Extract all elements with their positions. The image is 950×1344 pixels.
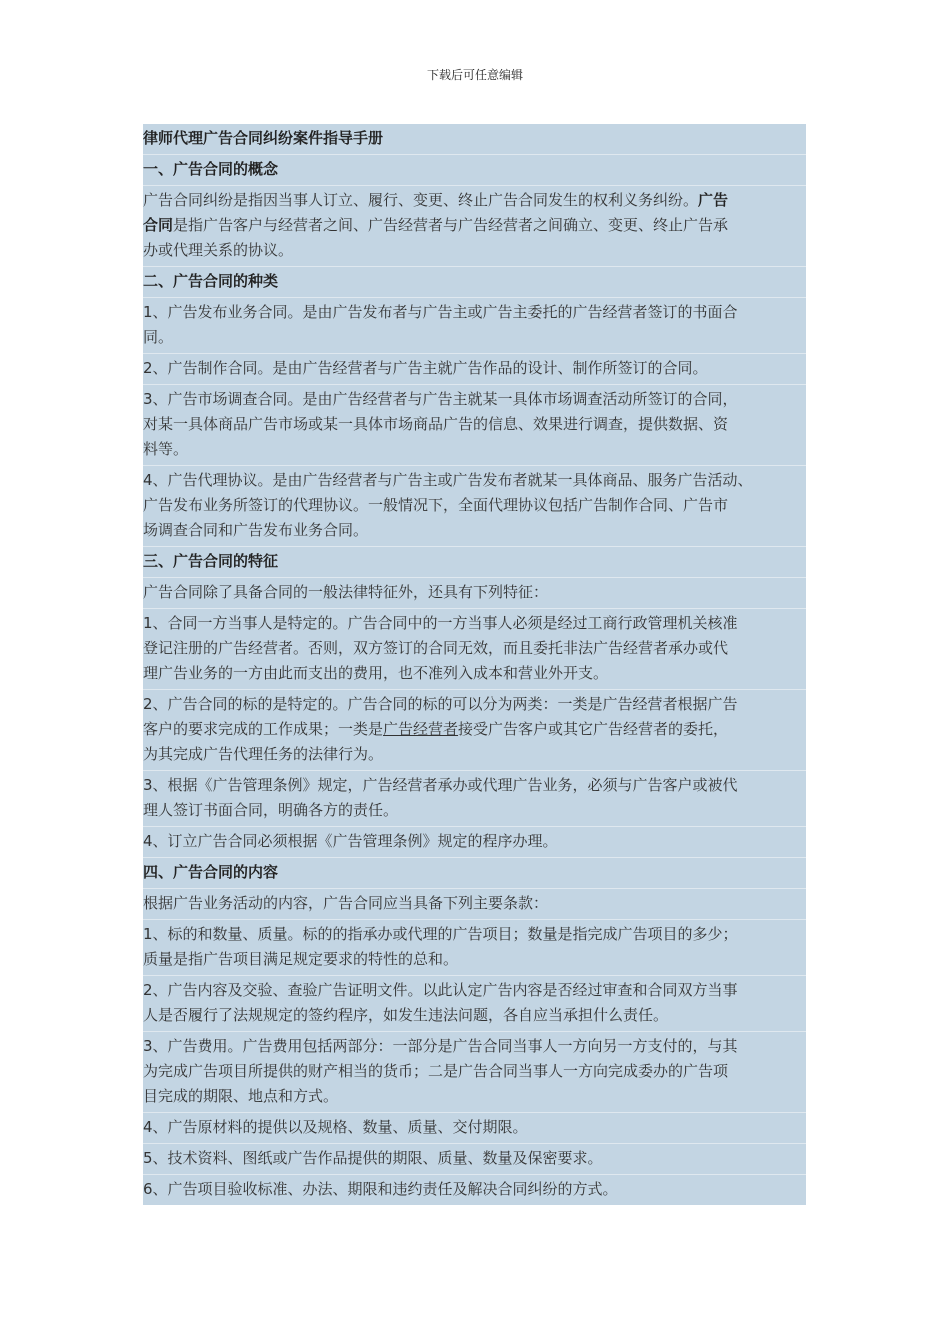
text-line: 办或代理关系的协议。 bbox=[143, 241, 294, 259]
text-run: 广告合同纠纷是指因当事人订立、履行、变更、终止广告合同发生的权利义务纠纷。 bbox=[143, 191, 699, 209]
text-line: 1、标的和数量、质量。标的的指承办或代理的广告项目；数量是指完成广告项目的多少； bbox=[143, 925, 738, 943]
text-line: 3、广告市场调查合同。是由广告经营者与广告主就某一具体市场调查活动所签订的合同， bbox=[143, 390, 738, 408]
document-title: 律师代理广告合同纠纷案件指导手册 bbox=[143, 124, 806, 155]
list-item bbox=[143, 920, 806, 976]
list-item bbox=[143, 827, 806, 858]
list-item bbox=[143, 976, 806, 1032]
list-item bbox=[143, 298, 806, 354]
text-line: 4、广告原材料的提供以及规格、数量、质量、交付期限。 bbox=[143, 1118, 528, 1136]
text-line: 6、广告项目验收标准、办法、期限和违约责任及解决合同纠纷的方式。 bbox=[143, 1180, 618, 1198]
text-line: 登记注册的广告经营者。否则，双方签订的合同无效，而且委托非法广告经营者承办或代 bbox=[143, 639, 729, 657]
text-line: 3、广告费用。广告费用包括两部分：一部分是广告合同当事人一方向另一方支付的，与其 bbox=[143, 1037, 738, 1055]
list-item bbox=[143, 690, 806, 771]
list-item bbox=[143, 466, 806, 547]
list-item bbox=[143, 771, 806, 827]
text-line: 2、广告内容及交验、查验广告证明文件。以此认定广告内容是否经过审查和合同双方当事 bbox=[143, 981, 738, 999]
list-item bbox=[143, 1113, 806, 1144]
list-item bbox=[143, 1032, 806, 1113]
text-line: 目完成的期限、地点和方式。 bbox=[143, 1087, 339, 1105]
text-line: 理广告业务的一方由此而支出的费用，也不准列入成本和营业外开支。 bbox=[143, 664, 609, 682]
list-item bbox=[143, 385, 806, 466]
section-intro: 广告合同除了具备合同的一般法律特征外，还具有下列特征： bbox=[143, 578, 806, 609]
document-panel bbox=[143, 124, 806, 1205]
text-line: 3、根据《广告管理条例》规定，广告经营者承办或代理广告业务，必须与广告客户或被代 bbox=[143, 776, 738, 794]
text-line: 理人签订书面合同，明确各方的责任。 bbox=[143, 801, 399, 819]
text-line: 人是否履行了法规规定的签约程序，如发生违法问题，各自应当承担什么责任。 bbox=[143, 1006, 669, 1024]
section-heading-3: 三、广告合同的特征 bbox=[143, 547, 806, 578]
underlined-link[interactable]: 广告经营者 bbox=[383, 720, 459, 738]
section-intro: 根据广告业务活动的内容，广告合同应当具备下列主要条款： bbox=[143, 889, 806, 920]
list-item bbox=[143, 354, 806, 385]
section-heading-1: 一、广告合同的概念 bbox=[143, 155, 806, 186]
text-run: 客户的要求完成的工作成果；一类是 bbox=[143, 720, 384, 738]
page-header: 下载后可任意编辑 bbox=[426, 68, 523, 82]
section-heading-2: 二、广告合同的种类 bbox=[143, 267, 806, 298]
text-line: 1、合同一方当事人是特定的。广告合同中的一方当事人必须是经过工商行政管理机关核准 bbox=[143, 614, 738, 632]
text-line: 4、订立广告合同必须根据《广告管理条例》规定的程序办理。 bbox=[143, 832, 558, 850]
list-item bbox=[143, 1175, 806, 1205]
text-line: 质量是指广告项目满足规定要求的特性的总和。 bbox=[143, 950, 459, 968]
text-line: 为完成广告项目所提供的财产相当的货币；二是广告合同当事人一方向完成委办的广告项 bbox=[143, 1062, 729, 1080]
list-item bbox=[143, 1144, 806, 1175]
list-item bbox=[143, 609, 806, 690]
paragraph-definition bbox=[143, 186, 806, 267]
text-line: 1、广告发布业务合同。是由广告发布者与广告主或广告主委托的广告经营者签订的书面合 bbox=[143, 303, 738, 321]
text-line: 5、技术资料、图纸或广告作品提供的期限、质量、数量及保密要求。 bbox=[143, 1149, 603, 1167]
section-heading-4: 四、广告合同的内容 bbox=[143, 858, 806, 889]
text-line: 对某一具体商品广告市场或某一具体市场商品广告的信息、效果进行调查，提供数据、资 bbox=[143, 415, 729, 433]
bold-term: 合同 bbox=[143, 216, 174, 234]
text-line: 料等。 bbox=[143, 440, 189, 458]
bold-term: 广告 bbox=[698, 191, 729, 209]
text-line: 4、广告代理协议。是由广告经营者与广告主或广告发布者就某一具体商品、服务广告活动、 bbox=[143, 471, 753, 489]
text-run: 是指广告客户与经营者之间、广告经营者与广告经营者之间确立、变更、终止广告承 bbox=[173, 216, 729, 234]
text-line: 2、广告合同的标的是特定的。广告合同的标的可以分为两类：一类是广告经营者根据广告 bbox=[143, 695, 738, 713]
text-run: 接受广告客户或其它广告经营者的委托， bbox=[458, 720, 729, 738]
text-line: 2、广告制作合同。是由广告经营者与广告主就广告作品的设计、制作所签订的合同。 bbox=[143, 359, 708, 377]
text-line: 同。 bbox=[143, 328, 174, 346]
text-line: 场调查合同和广告发布业务合同。 bbox=[143, 521, 369, 539]
text-line: 为其完成广告代理任务的法律行为。 bbox=[143, 745, 384, 763]
text-line: 广告发布业务所签订的代理协议。一般情况下，全面代理协议包括广告制作合同、广告市 bbox=[143, 496, 729, 514]
